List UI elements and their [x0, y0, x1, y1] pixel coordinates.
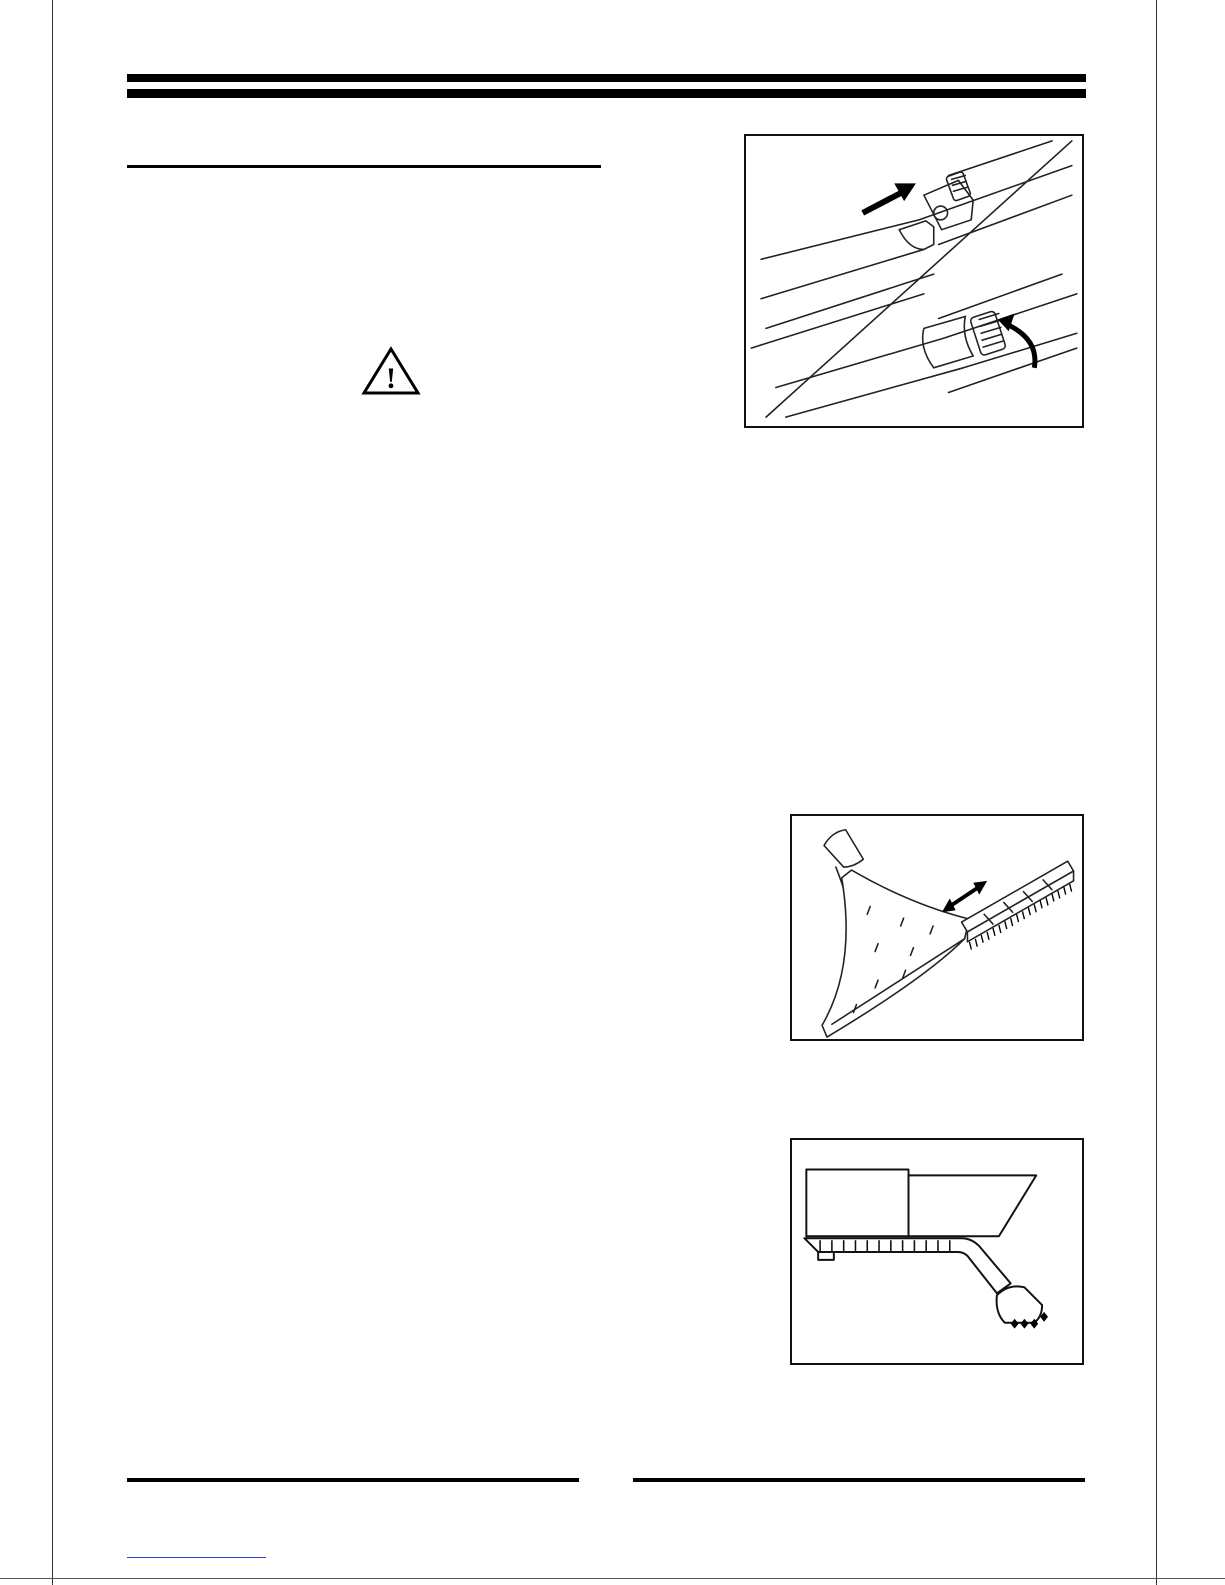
window-nozzle-illustration — [792, 816, 1082, 1039]
warning-exclamation: ! — [386, 362, 396, 395]
warning-triangle-icon — [361, 346, 421, 396]
page-right-edge — [1156, 0, 1157, 1585]
round-brush-nozzle-illustration — [792, 1140, 1082, 1363]
footer-rule-left — [127, 1478, 579, 1482]
figure-round-brush-nozzle — [790, 1138, 1084, 1365]
page-left-edge — [52, 0, 53, 1585]
figure-window-nozzle — [790, 814, 1084, 1041]
push-arrow-icon — [863, 183, 916, 213]
header-rule-bottom — [127, 89, 1086, 98]
slide-double-arrow-icon — [942, 881, 987, 912]
figure-tube-assembly — [744, 134, 1084, 428]
page-bottom-edge — [0, 1578, 1225, 1579]
tube-assembly-illustration — [746, 136, 1082, 426]
footer-rule-right — [633, 1478, 1085, 1482]
footer-link-underline[interactable] — [127, 1557, 266, 1558]
section-heading-underline — [127, 165, 601, 168]
header-rule-top — [127, 74, 1086, 82]
